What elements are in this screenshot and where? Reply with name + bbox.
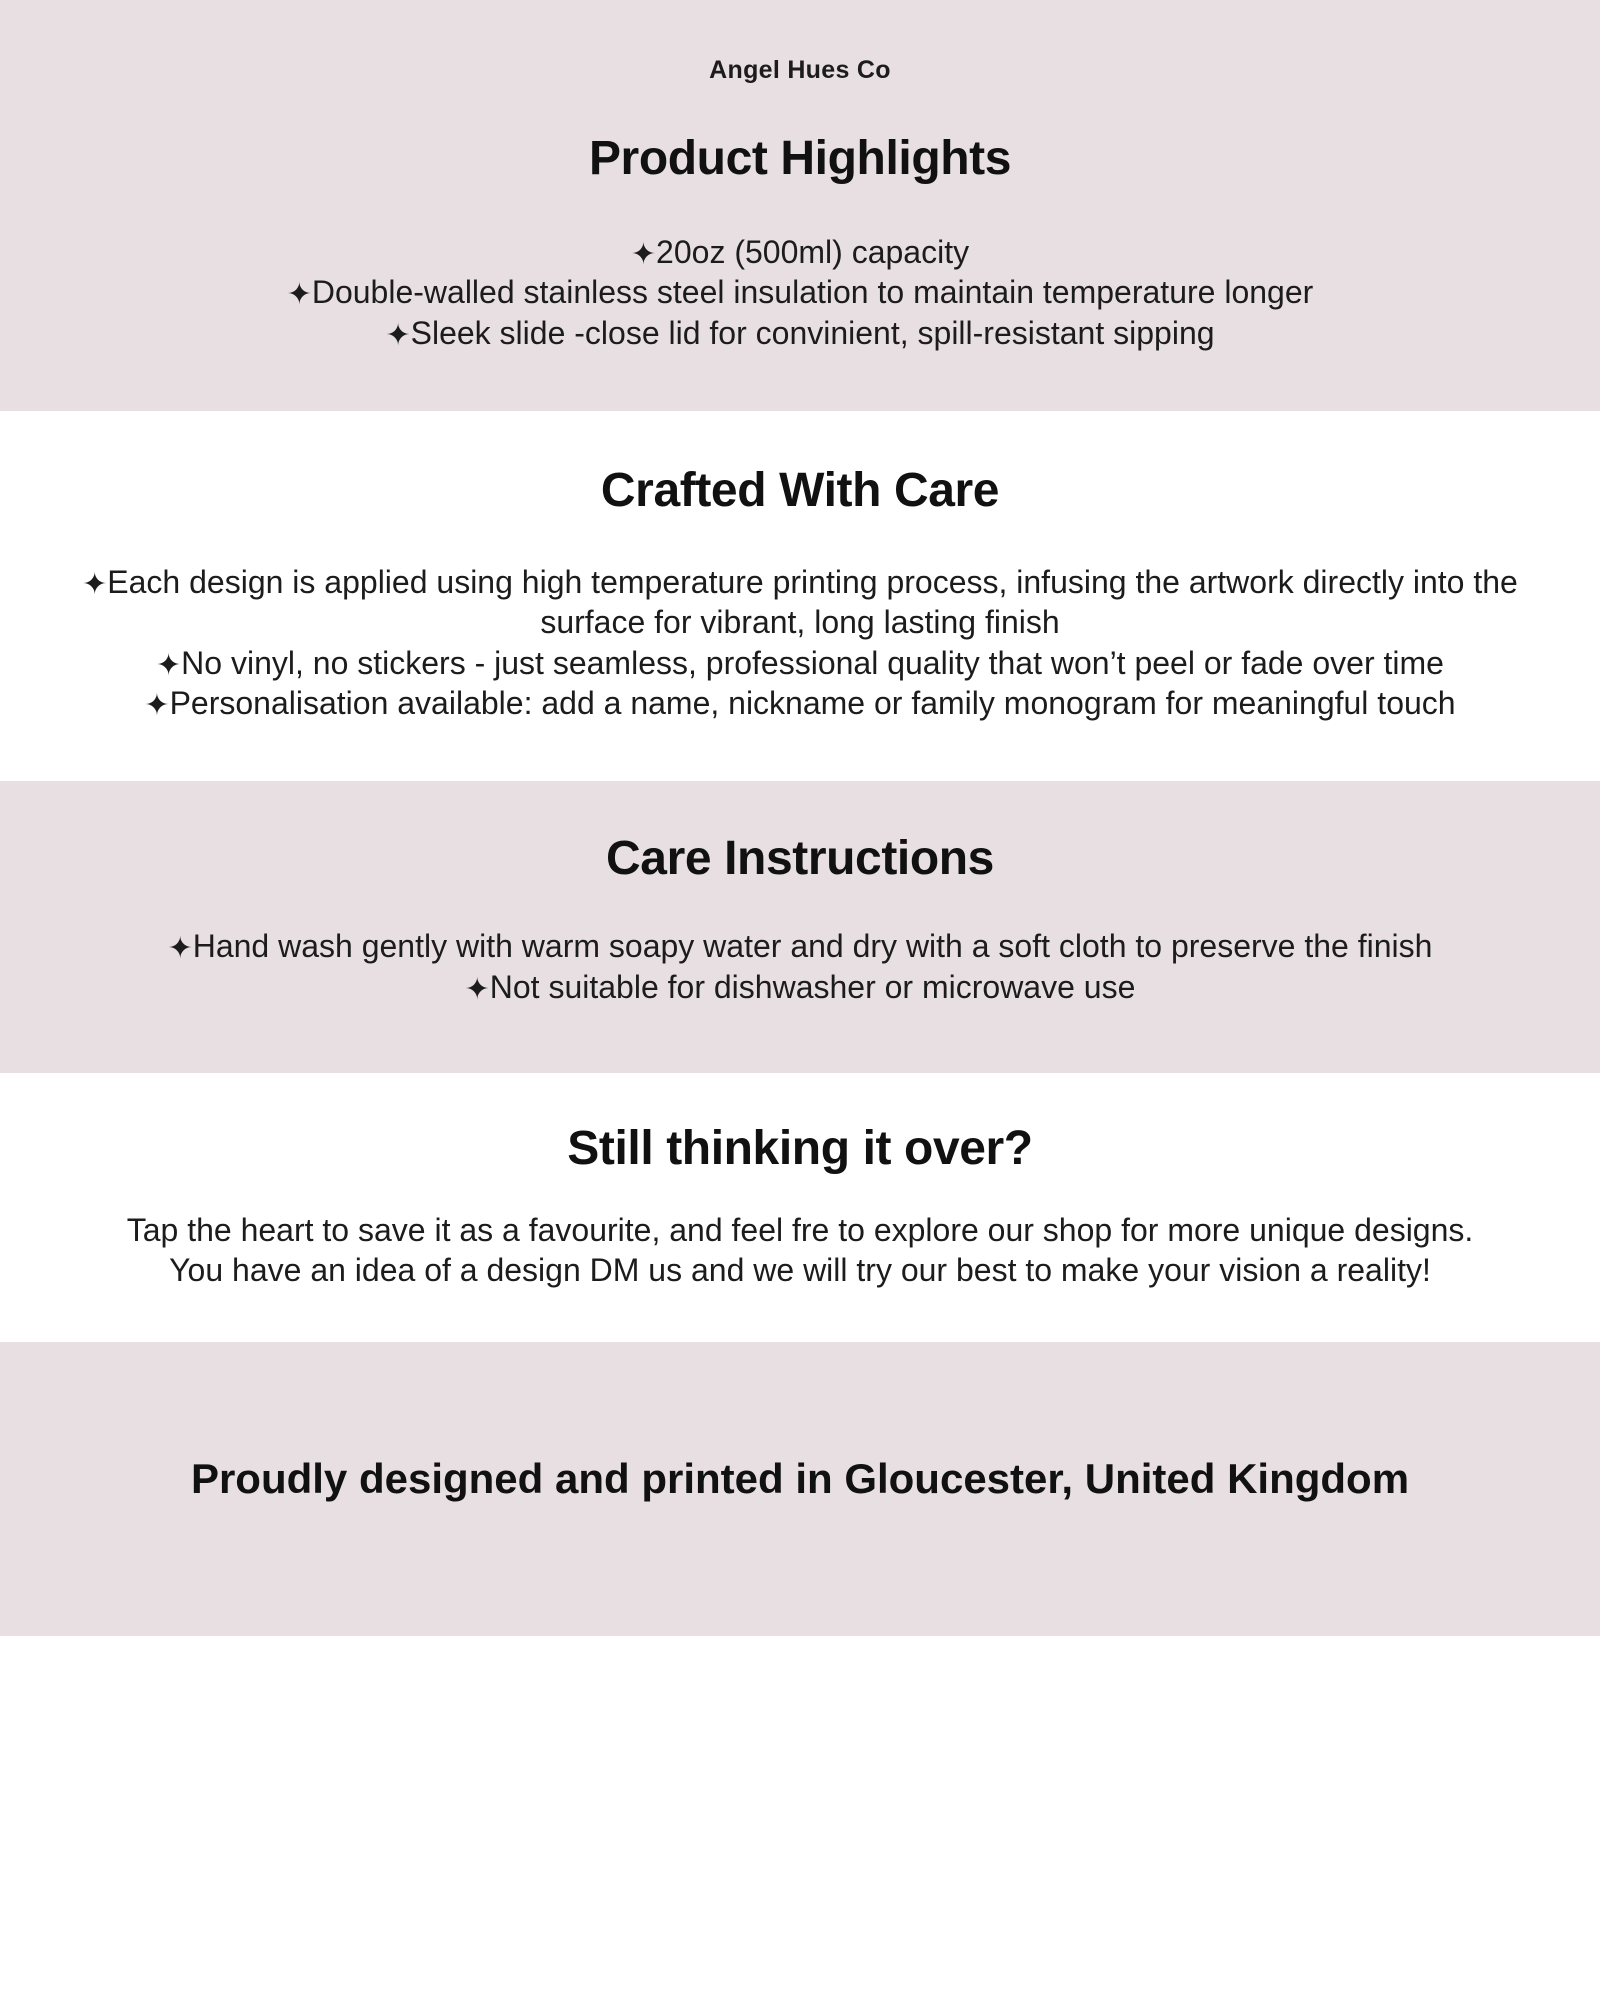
footer-text: Proudly designed and printed in Gloucester, United Kingdom — [190, 1455, 1410, 1503]
care-instructions-list — [40, 926, 1560, 1007]
paragraph-line: Tap the heart to save it as a favourite, and feel fre to explore our shop for more unique designs. — [126, 1211, 1474, 1248]
crafted-with-care-list — [40, 562, 1560, 723]
list-item — [40, 926, 1560, 966]
sparkle-icon: ✦ — [286, 278, 312, 312]
list-item-label: No vinyl, no stickers - just seamless, professional quality that won’t peel or fade over time — [181, 644, 1444, 681]
list-item-label: Double-walled stainless steel insulation to maintain temperature longer — [311, 274, 1314, 311]
list-item-label: Not suitable for dishwasher or microwave use — [489, 968, 1136, 1005]
still-thinking-heading: Still thinking it over? — [567, 1121, 1033, 1175]
product-highlights-heading: Product Highlights — [588, 132, 1012, 185]
list-item — [40, 313, 1560, 353]
list-item-label: Hand wash gently with warm soapy water and dry with a soft cloth to preserve the finish — [192, 928, 1433, 965]
sparkle-icon: ✦ — [82, 567, 108, 601]
product-highlights-list — [40, 232, 1560, 353]
sparkle-icon: ✦ — [167, 932, 193, 966]
sparkle-icon: ✦ — [385, 318, 411, 352]
list-item — [40, 562, 1560, 643]
sparkle-icon: ✦ — [630, 238, 657, 271]
list-item-label: Personalisation available: add a name, nickname or family monogram for meaningful touch — [169, 684, 1456, 721]
list-item — [40, 683, 1560, 723]
list-item — [40, 967, 1560, 1007]
product-highlights-section — [0, 0, 1600, 411]
sparkle-icon: ✦ — [144, 688, 170, 722]
sparkle-icon: ✦ — [464, 972, 490, 1006]
still-thinking-section — [0, 1073, 1600, 1343]
still-thinking-paragraphs — [40, 1210, 1560, 1291]
list-item — [40, 643, 1560, 683]
footer-section — [0, 1342, 1600, 1636]
sparkle-icon: ✦ — [156, 648, 182, 682]
list-item — [40, 272, 1560, 312]
care-instructions-heading: Care Instructions — [606, 832, 994, 886]
care-instructions-section — [0, 781, 1600, 1073]
paragraph-line: You have an idea of a design DM us and we will try our best to make your vision a reality! — [169, 1252, 1431, 1289]
brand-name: Angel Hues Co — [709, 56, 891, 84]
list-item-label: 20oz (500ml) capacity — [656, 234, 970, 270]
list-item-label: Each design is applied using high temperature printing process, infusing the artwork directly into the surface for vibrant, long lasting finish — [107, 563, 1518, 641]
crafted-with-care-section — [0, 411, 1600, 781]
list-item-label: Sleek slide -close lid for convinient, spill-resistant sipping — [410, 314, 1215, 351]
crafted-with-care-heading: Crafted With Care — [600, 463, 1000, 517]
list-item — [40, 232, 1560, 272]
